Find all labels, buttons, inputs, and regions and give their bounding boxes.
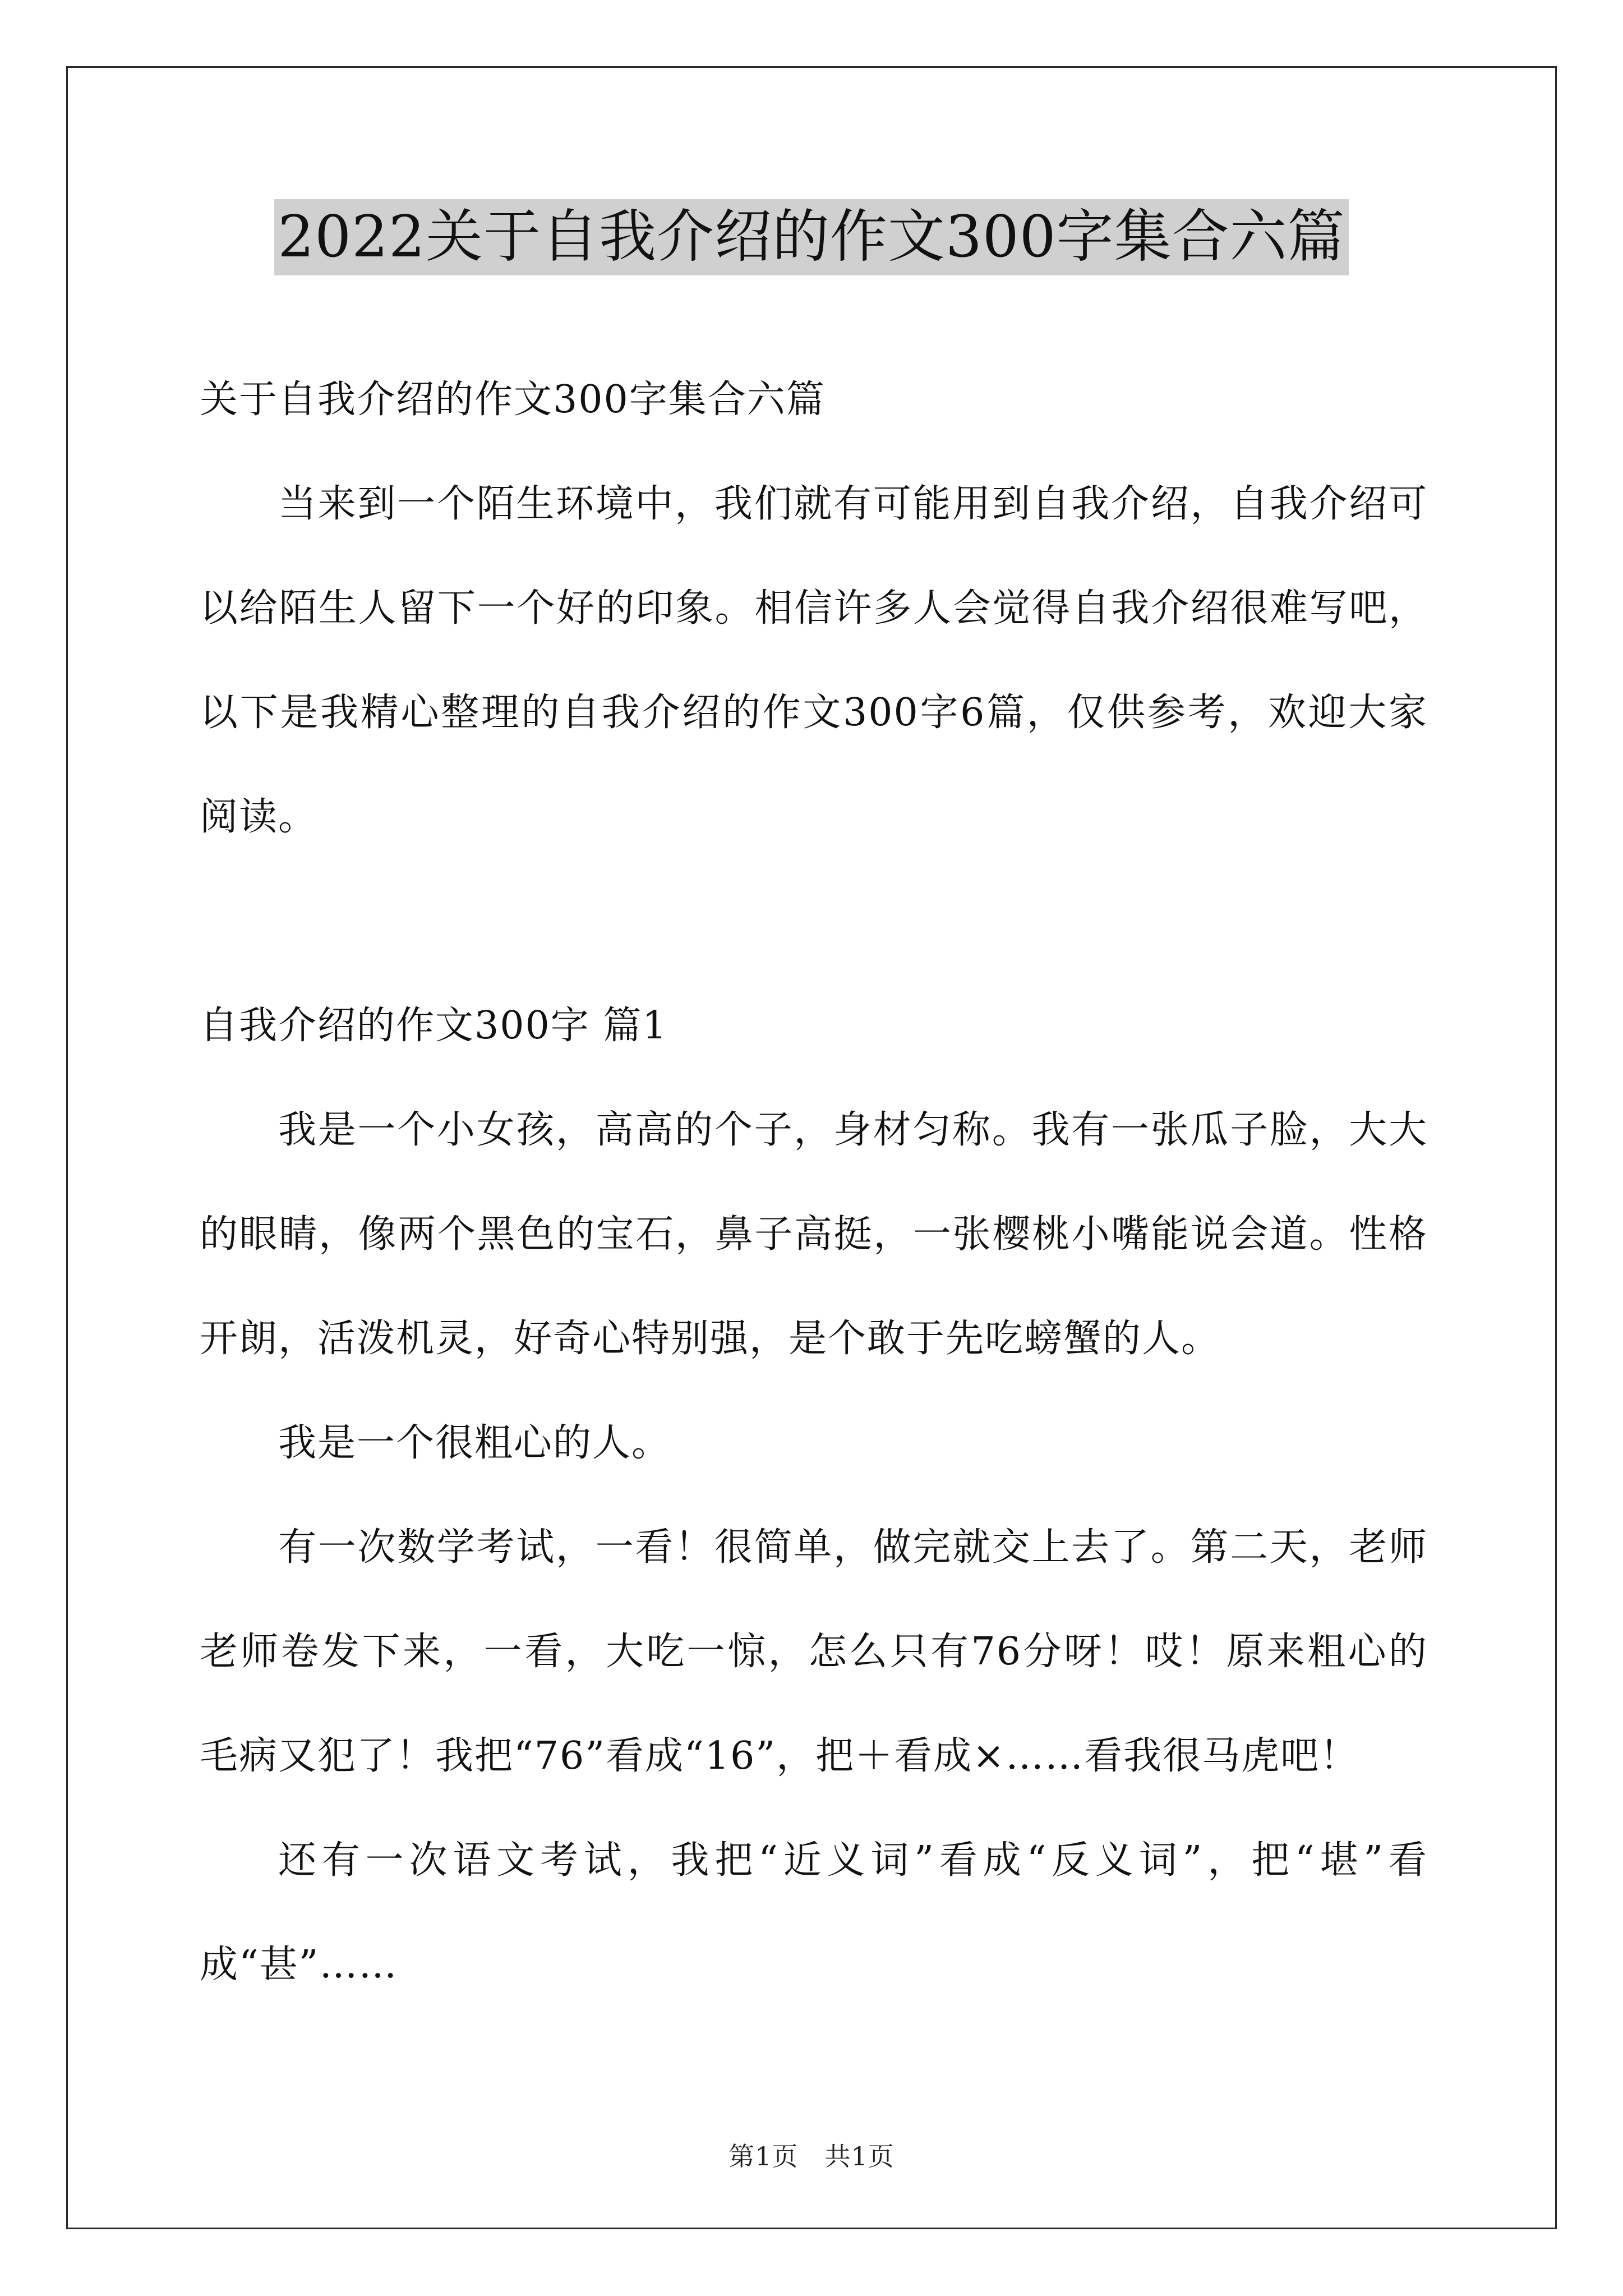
document-title: 2022关于自我介绍的作文300字集合六篇 (274, 199, 1348, 275)
title-container (0, 199, 1623, 275)
document-body (200, 348, 1428, 2017)
document-subtitle: 关于自我介绍的作文300字集合六篇 (200, 378, 826, 422)
body-paragraph: 还有一次语文考试，我把“近义词”看成“反义词”，把“堪”看成“甚”…… (200, 1838, 1428, 1987)
intro-paragraph: 当来到一个陌生环境中，我们就有可能用到自我介绍，自我介绍可以给陌生人留下一个好的印象。相信许多人会觉得自我介绍很难写吧，以下是我精心整理的自我介绍的作文300字6篇，仅供参考，欢迎大家阅读。 (200, 482, 1428, 839)
body-paragraph: 我是一个很粗心的人。 (278, 1421, 671, 1465)
section-heading: 自我介绍的作文300字 篇1 (200, 1004, 668, 1048)
body-paragraph: 我是一个小女孩，高高的个子，身材匀称。我有一张瓜子脸，大大的眼睛，像两个黑色的宝石，鼻子高挺，一张樱桃小嘴能说会道。性格开朗，活泼机灵，好奇心特别强，是个敢于先吃螃蟹的人。 (200, 1108, 1428, 1361)
body-paragraph: 有一次数学考试，一看！很简单，做完就交上去了。第二天，老师老师卷发下来，一看，大吃一惊，怎么只有76分呀！哎！原来粗心的毛病又犯了！我把“76”看成“16”，把＋看成×……看我很马虎吧！ (200, 1525, 1428, 1778)
page-footer: 第1页 共1页 (728, 2141, 895, 2171)
